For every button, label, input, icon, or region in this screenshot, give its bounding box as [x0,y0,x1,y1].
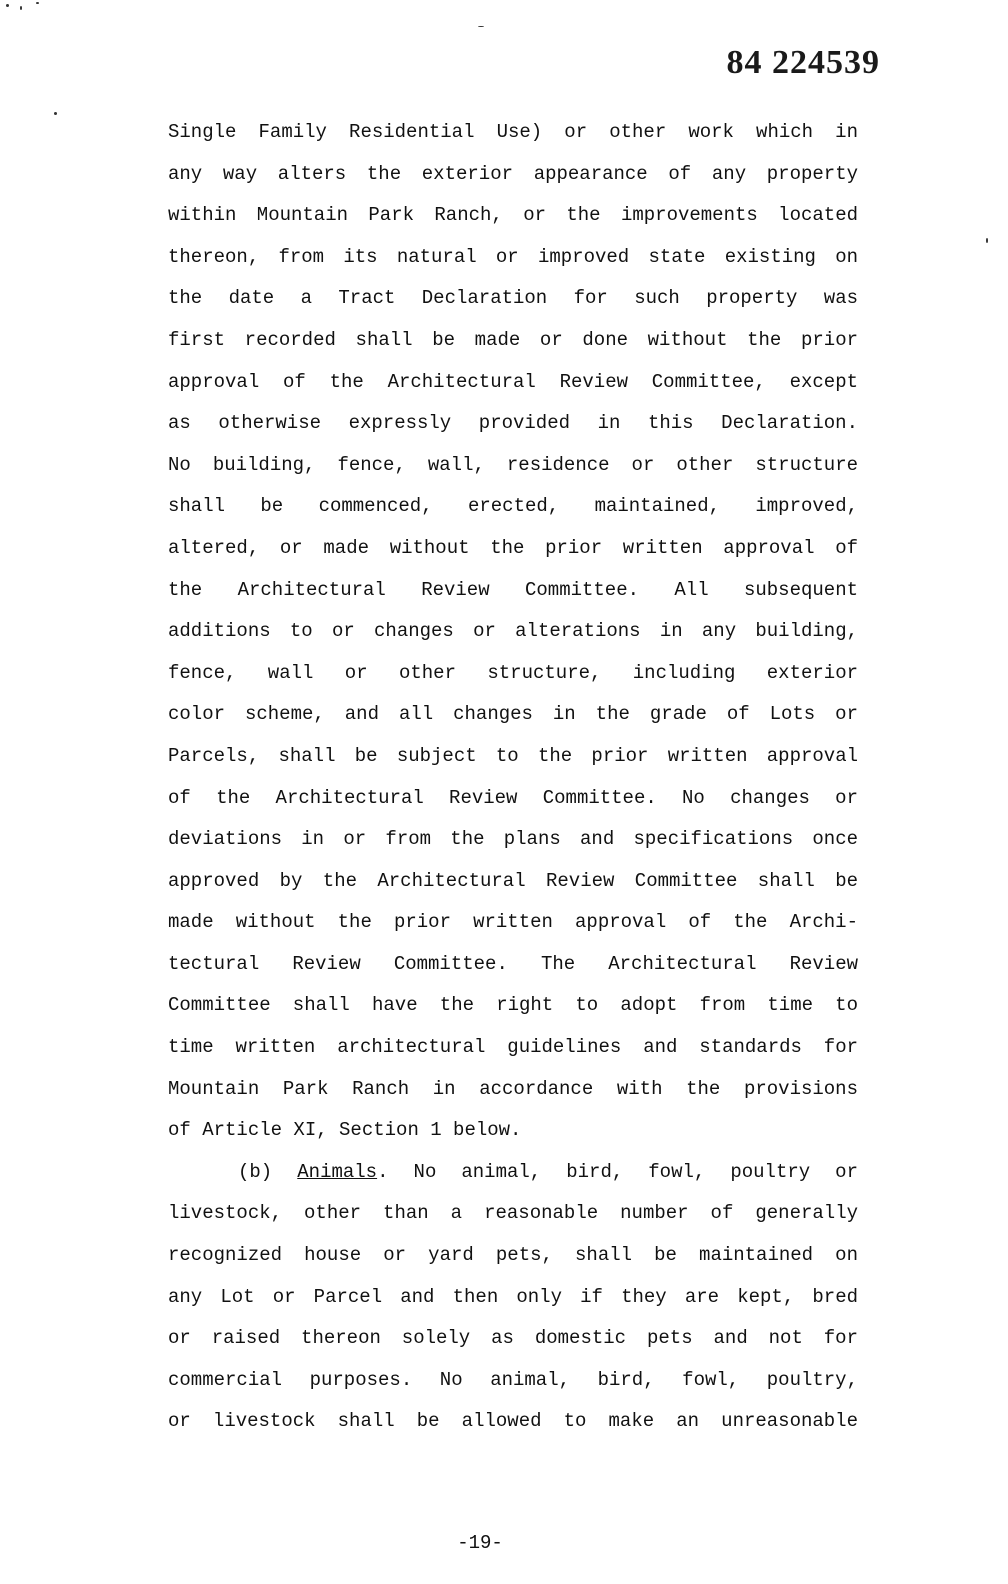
page-number: -19- [457,1532,503,1554]
text-line: within Mountain Park Ranch, or the improvements located [168,204,858,227]
body-text [168,112,858,1443]
text-line: Committee shall have the right to adopt from time to [168,994,858,1017]
text-line: tectural Review Committee. The Architectural Review [168,952,858,975]
text-line: additions to or changes or alterations in any building, [168,620,858,643]
text-line: No building, fence, wall, residence or other structure [168,453,858,476]
text-line: color scheme, and all changes in the grade of Lots or [168,703,858,726]
text-line: or livestock shall be allowed to make an unreasonable [168,1410,858,1433]
text-line: made without the prior written approval of the Archi- [168,911,858,934]
text-line: the date a Tract Declaration for such property was [168,287,858,310]
text-line: of the Architectural Review Committee. No changes or [168,786,858,809]
text-line: recognized house or yard pets, shall be maintained on [168,1244,858,1267]
text-line: approval of the Architectural Review Committee, except [168,370,858,393]
section-heading-animals: Animals [297,1160,378,1183]
text-line: livestock, other than a reasonable number of generally [168,1202,858,1225]
section-b-heading-line [168,1152,858,1194]
scan-speck [986,238,988,243]
text-line: commercial purposes. No animal, bird, fowl, poultry, [168,1368,858,1391]
scan-speck [54,112,57,115]
section-marker: (b) [238,1160,273,1183]
section-b-first-line: . No animal, bird, fowl, poultry or [377,1160,858,1183]
document-number: 84 224539 [726,44,880,81]
text-line: thereon, from its natural or improved state existing on [168,245,858,268]
text-line: fence, wall or other structure, including exterior [168,661,858,684]
text-line: deviations in or from the plans and specifications once [168,828,858,851]
text-line: shall be commenced, erected, maintained, improved, [168,495,858,518]
text-line: any way alters the exterior appearance of any property [168,162,858,185]
text-line: Mountain Park Ranch in accordance with the provisions [168,1077,858,1100]
text-line: the Architectural Review Committee. All subsequent [168,578,858,601]
text-line: of Article XI, Section 1 below. [168,1119,522,1142]
text-line: Parcels, shall be subject to the prior written approval [168,744,858,767]
scan-speck [478,26,484,27]
text-line: first recorded shall be made or done without the prior [168,328,858,351]
text-line: Single Family Residential Use) or other work which in [168,121,858,143]
text-line: or raised thereon solely as domestic pets and not for [168,1327,858,1350]
text-line: any Lot or Parcel and then only if they are kept, bred [168,1285,858,1308]
text-line: time written architectural guidelines and standards for [168,1036,858,1059]
text-line: approved by the Architectural Review Committee shall be [168,869,858,892]
text-line: as otherwise expressly provided in this Declaration. [168,412,858,435]
scan-speck [6,4,9,7]
text-line: altered, or made without the prior written approval of [168,536,858,559]
scan-speck [36,2,39,4]
scan-speck [20,6,22,10]
